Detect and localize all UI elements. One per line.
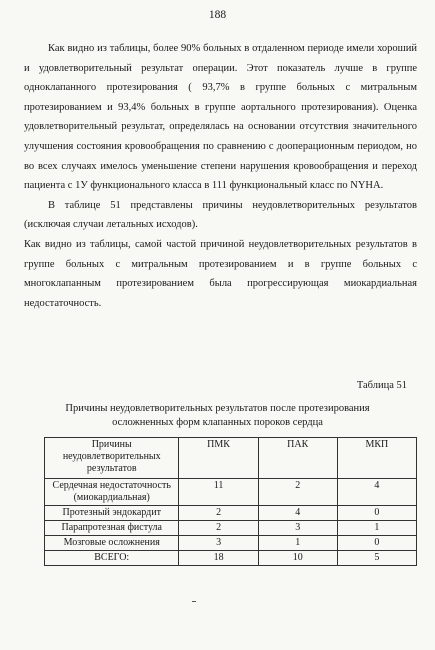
row-label: Сердечная недостаточность (миокардиальная) — [45, 479, 179, 506]
table-title-line-1: Причины неудовлетворительных результатов после протезирования — [65, 403, 370, 414]
cell-value: 4 — [337, 479, 416, 506]
cell-value: 0 — [337, 506, 416, 521]
cell-value: 1 — [258, 536, 337, 551]
header-causes: Причины неудовлетворительных результатов — [45, 438, 179, 479]
header-mkp: МКП — [337, 438, 416, 479]
cell-value: 4 — [258, 506, 337, 521]
page-number: 188 — [208, 9, 227, 21]
body-text — [24, 39, 417, 313]
cell-value: 3 — [258, 521, 337, 536]
table-row — [45, 536, 417, 551]
table-row — [45, 521, 417, 536]
row-label: Парапротезная фистула — [45, 521, 179, 536]
causes-table — [44, 437, 417, 566]
cell-value: 3 — [179, 536, 258, 551]
table-row — [45, 506, 417, 521]
table-title-line-2: осложненных форм клапанных пороков сердца — [112, 416, 323, 428]
cell-value: 11 — [179, 479, 258, 506]
cell-value: 18 — [179, 551, 258, 566]
table-title — [0, 402, 435, 429]
header-pmk: ПМК — [179, 438, 258, 479]
table-row-total — [45, 551, 417, 566]
row-label: Протезный эндокардит — [45, 506, 179, 521]
row-label: ВСЕГО: — [45, 551, 179, 566]
cell-value: 1 — [337, 521, 416, 536]
cell-value: 2 — [258, 479, 337, 506]
table-row — [45, 479, 417, 506]
cell-value: 5 — [337, 551, 416, 566]
paragraph-2: В таблице 51 представлены причины неудовлетворительных результатов (исключая случаи летальных исходов). — [24, 199, 417, 231]
table-caption: Таблица 51 — [356, 380, 407, 391]
table-header-row — [45, 438, 417, 479]
cell-value: 10 — [258, 551, 337, 566]
paragraph-3: Как видно из таблицы, самой частой причиной неудовлетворительных результатов в группе больных с митральным протезированием и в группе больных с многоклапанным протезированием была прогрессирующая миокардиальная недостаточность. — [24, 238, 417, 309]
cell-value: 2 — [179, 506, 258, 521]
paragraph-1: Как видно из таблицы, более 90% больных в отдаленном периоде имели хороший и удовлетворительный результат операции. Этот показатель лучше в группе одноклапанного протезирования ( 93,7% в группе больных с митральным протезированием и 93,4% больных в группе аортального протезирования). Оценка удовлетворительный результат, определялась на основании отсутствия значительного улучшения состояния кровообращения по сравнению с дооперационным периодом, но во всех случаях имелось уменьшение степени нарушения кровообращения и переход пациента с 1У функционального класса в 111 функциональный класс по NYHA. — [24, 43, 417, 192]
scan-mark — [192, 601, 196, 602]
cell-value: 2 — [179, 521, 258, 536]
header-pak: ПАК — [258, 438, 337, 479]
cell-value: 0 — [337, 536, 416, 551]
row-label: Мозговые осложнения — [45, 536, 179, 551]
